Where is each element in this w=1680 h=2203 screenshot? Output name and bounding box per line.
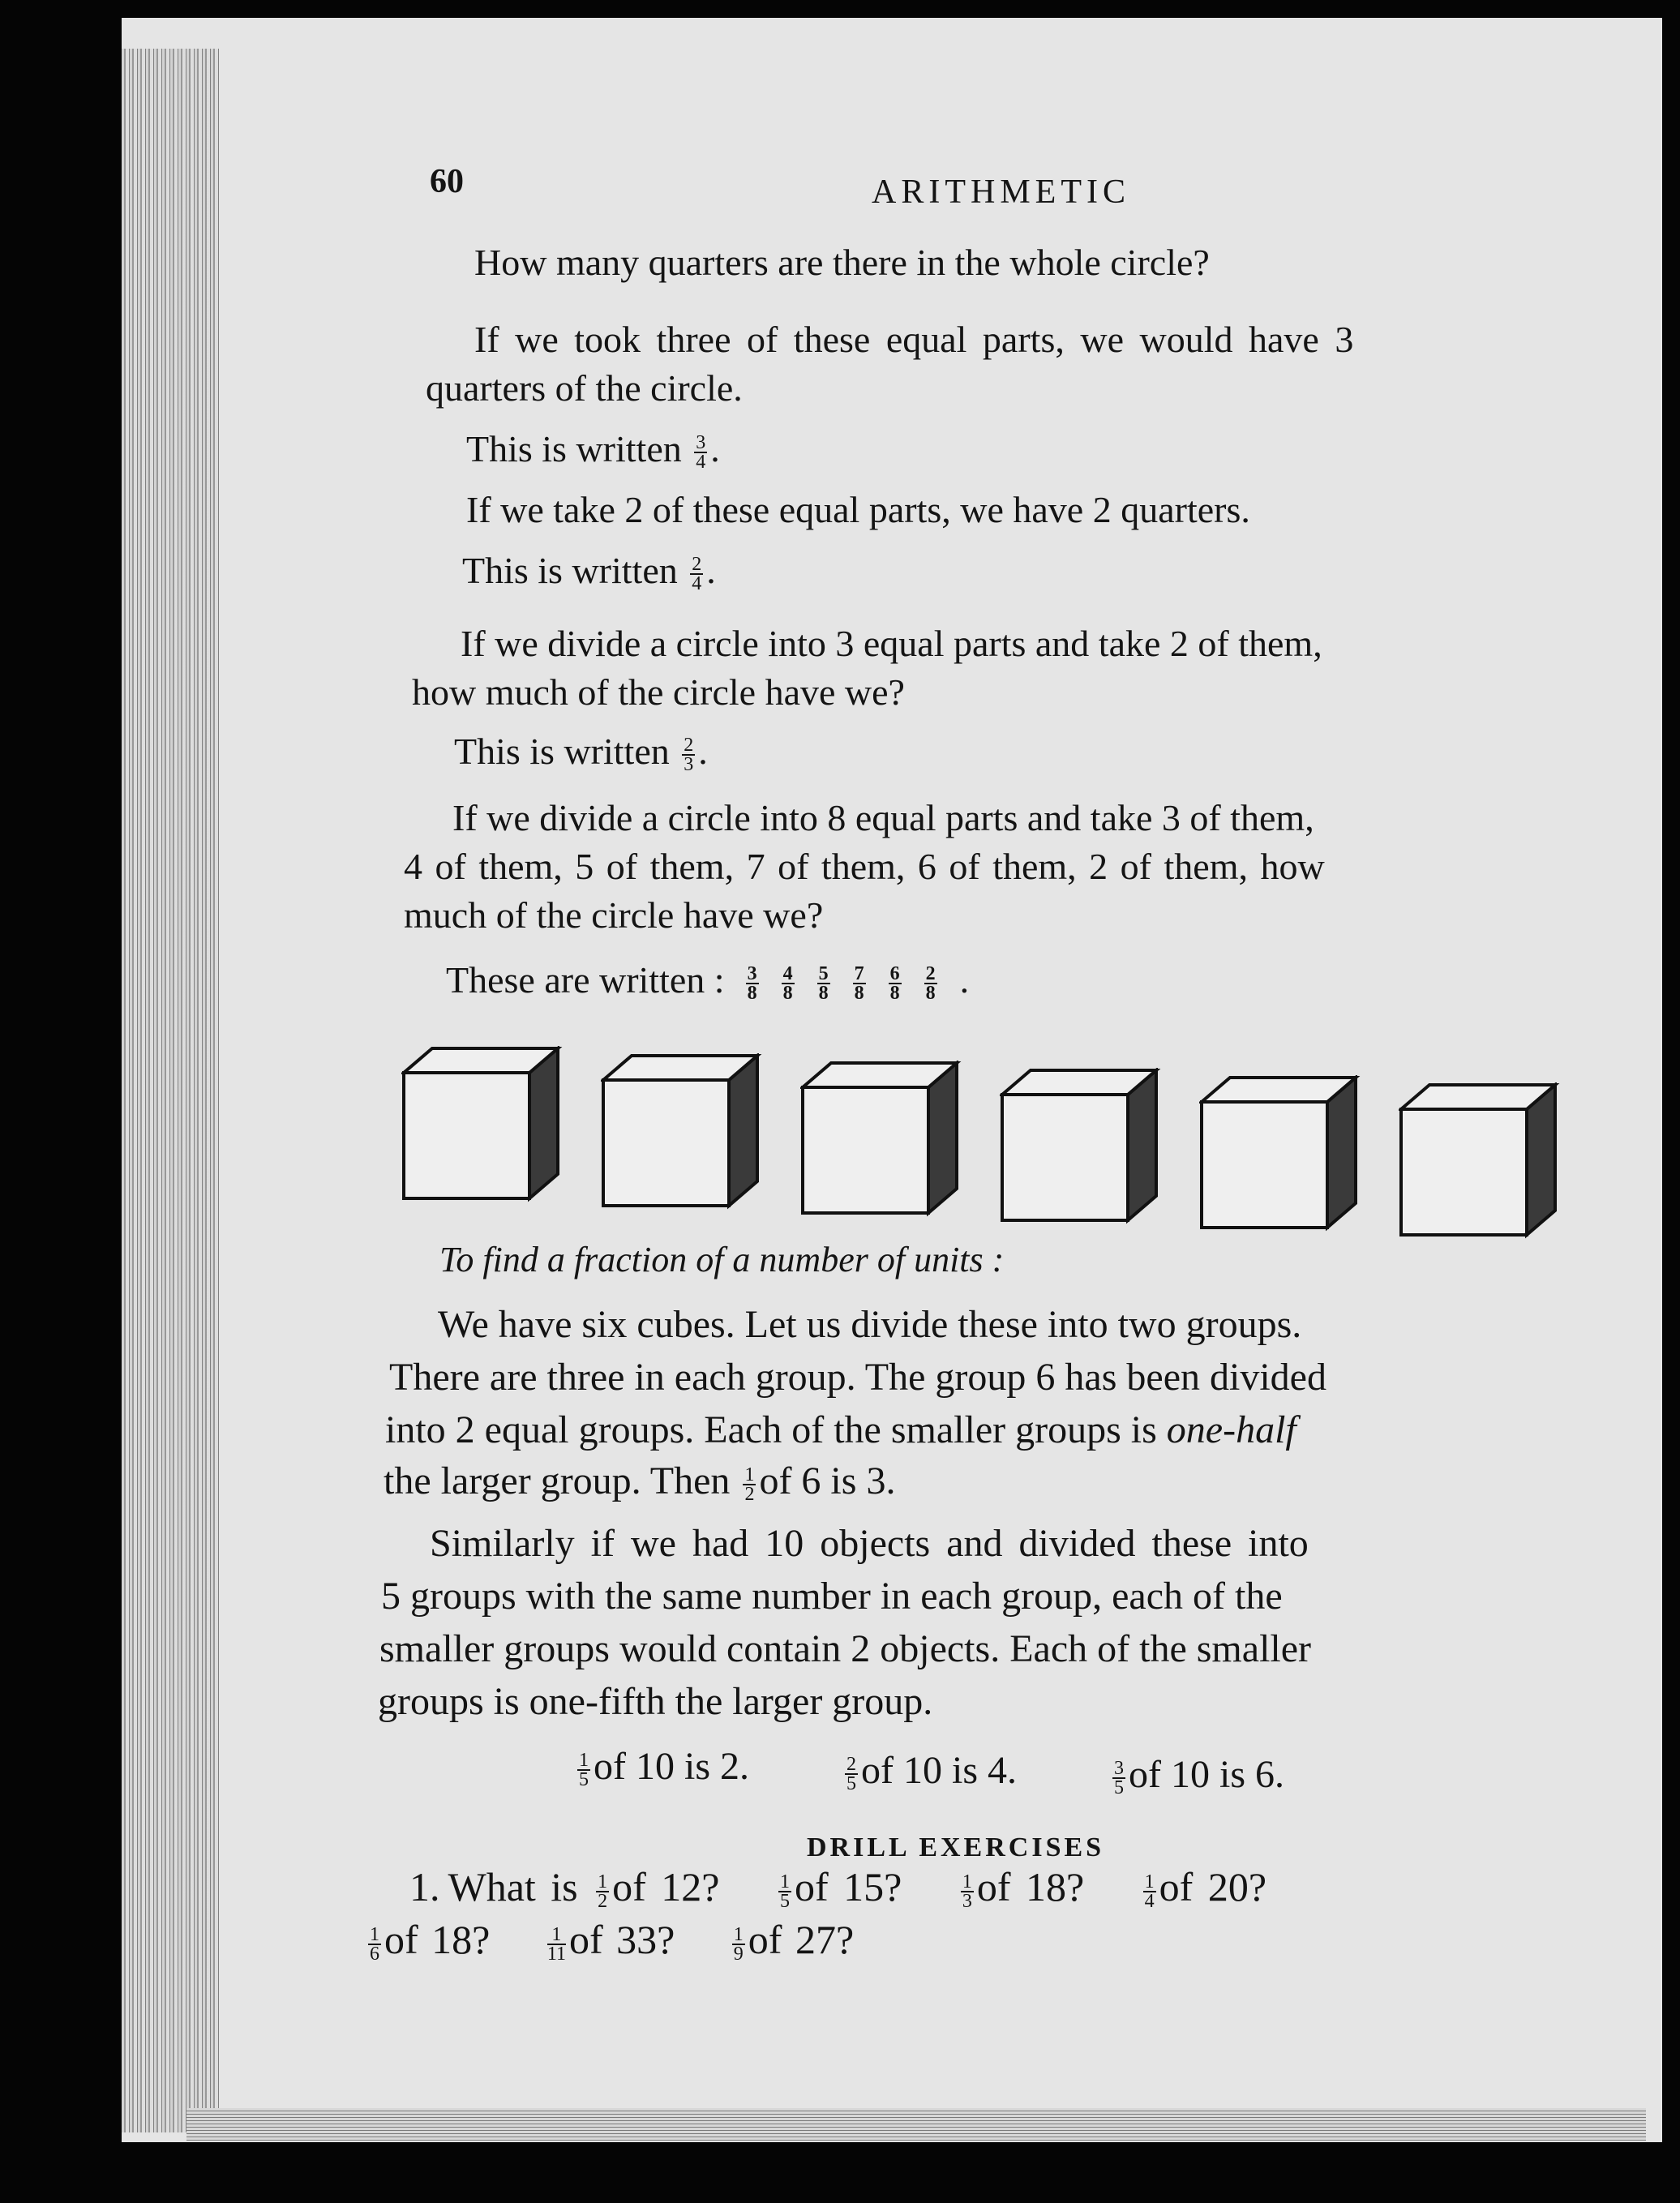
equation xyxy=(574,1743,749,1790)
text: of 12? xyxy=(612,1864,720,1909)
fraction: $\frac{2}{5}$ xyxy=(846,1753,856,1794)
cube-4 xyxy=(1000,1068,1162,1226)
text: the larger group. Then xyxy=(384,1459,731,1502)
fraction: $\frac{1}{11}$ xyxy=(546,1923,566,1965)
paragraph-line: If we divide a circle into 8 equal parts and take 3 of them, xyxy=(452,797,1314,838)
page-number: 60 xyxy=(430,163,464,200)
fraction: $\frac{1}{6}$ xyxy=(370,1923,379,1965)
paragraph-line: groups is one-fifth the larger group. xyxy=(378,1680,933,1723)
paragraph-line: This is written $\frac{2}{3}$ . xyxy=(454,731,708,776)
fraction: $\frac{1}{3}$ xyxy=(962,1871,972,1912)
fraction: $\frac{1}{9}$ xyxy=(733,1923,744,1965)
drill-line xyxy=(365,1914,854,1965)
section-title: To find a fraction of a number of units : xyxy=(439,1240,1005,1279)
paragraph-line: 5 groups with the same number in each group, each of the xyxy=(381,1575,1283,1618)
running-title: ARITHMETIC xyxy=(872,174,1130,211)
paragraph-line: smaller groups would contain 2 objects. Each of the smaller xyxy=(379,1627,1312,1670)
paragraph-line: 4 of them, 5 of them, 7 of them, 6 of them, 2 of them, how xyxy=(404,846,1325,887)
fraction: $\frac{6}{8}$ xyxy=(889,963,900,1005)
paragraph-line: how much of the circle have we? xyxy=(412,671,905,713)
cube-6 xyxy=(1399,1082,1561,1241)
text: of 6 is 3. xyxy=(759,1459,896,1502)
text: of 10 is 4. xyxy=(861,1749,1017,1792)
cube-2 xyxy=(601,1053,763,1211)
fraction: $\frac{3}{5}$ xyxy=(1114,1757,1124,1798)
text: into 2 equal groups. Each of the smaller groups is xyxy=(385,1408,1157,1451)
paragraph-line: much of the circle have we? xyxy=(404,894,824,936)
paragraph-line: This is written $\frac{3}{4}$ . xyxy=(466,428,720,474)
cube-3 xyxy=(800,1061,962,1219)
fraction: $\frac{1}{2}$ xyxy=(744,1464,755,1505)
page-edges xyxy=(122,49,219,2132)
fraction: $\frac{7}{8}$ xyxy=(854,963,864,1005)
text: of 18? xyxy=(384,1917,491,1962)
fraction: $\frac{1}{4}$ xyxy=(1144,1871,1155,1912)
emphasis: one-half xyxy=(1166,1408,1296,1451)
text: of 18? xyxy=(976,1864,1085,1909)
drill-heading: DRILL EXERCISES xyxy=(807,1832,1105,1862)
text: of 10 is 6. xyxy=(1129,1753,1284,1796)
fraction: $\frac{1}{5}$ xyxy=(579,1749,589,1790)
equation xyxy=(1109,1751,1284,1798)
paragraph-line: There are three in each group. The group 6 has been divided xyxy=(389,1356,1326,1399)
cube-5 xyxy=(1199,1075,1361,1233)
cube-1 xyxy=(401,1046,564,1204)
fraction: $\frac{2}{4}$ xyxy=(692,554,702,595)
text: This is written xyxy=(466,428,682,469)
fraction: $\frac{4}{8}$ xyxy=(782,963,793,1005)
fraction: $\frac{5}{8}$ xyxy=(818,963,829,1005)
paragraph-line: We have six cubes. Let us divide these into two groups. xyxy=(438,1303,1302,1346)
text: of 27? xyxy=(748,1917,855,1962)
page-bottom-edges xyxy=(186,2108,1646,2141)
paragraph-line: If we took three of these equal parts, we would have 3 xyxy=(474,319,1354,360)
text: of 15? xyxy=(794,1864,902,1909)
fraction: $\frac{3}{8}$ xyxy=(747,963,757,1005)
equation xyxy=(842,1747,1017,1794)
paragraph-line: How many quarters are there in the whole circle? xyxy=(474,242,1210,283)
fraction: $\frac{2}{8}$ xyxy=(925,963,936,1005)
text: What is xyxy=(448,1864,578,1909)
paragraph-line xyxy=(384,1458,895,1505)
fraction: $\frac{1}{5}$ xyxy=(779,1871,790,1912)
drill-line xyxy=(409,1861,1266,1913)
text: These are written : xyxy=(446,959,725,1001)
paragraph-line: This is written $\frac{2}{4}$ . xyxy=(462,550,716,595)
paragraph-line: If we take 2 of these equal parts, we have 2 quarters. xyxy=(466,489,1250,530)
fraction: $\frac{2}{3}$ xyxy=(684,735,694,776)
text: of 20? xyxy=(1159,1864,1267,1909)
text: This is written xyxy=(462,550,678,591)
text: of 10 is 2. xyxy=(594,1745,749,1788)
paragraph-line xyxy=(385,1407,1296,1454)
fraction: $\frac{1}{2}$ xyxy=(598,1871,608,1912)
paragraph-line: These are written : $\frac{3}{8}$ $\frac{4}{8}$ $\frac{5}{8}$ $\frac{7}{8}$ $\frac{6}{8}$ $\frac{2}{8}$ . xyxy=(446,959,970,1005)
paragraph-line: If we divide a circle into 3 equal parts and take 2 of them, xyxy=(461,623,1322,664)
text: This is written xyxy=(454,731,670,772)
fraction: $\frac{3}{4}$ xyxy=(696,432,706,474)
paragraph-line: Similarly if we had 10 objects and divided these into xyxy=(430,1522,1309,1565)
text: of 33? xyxy=(568,1917,675,1962)
item-marker: 1. xyxy=(409,1864,440,1909)
paragraph-line: quarters of the circle. xyxy=(426,367,743,409)
